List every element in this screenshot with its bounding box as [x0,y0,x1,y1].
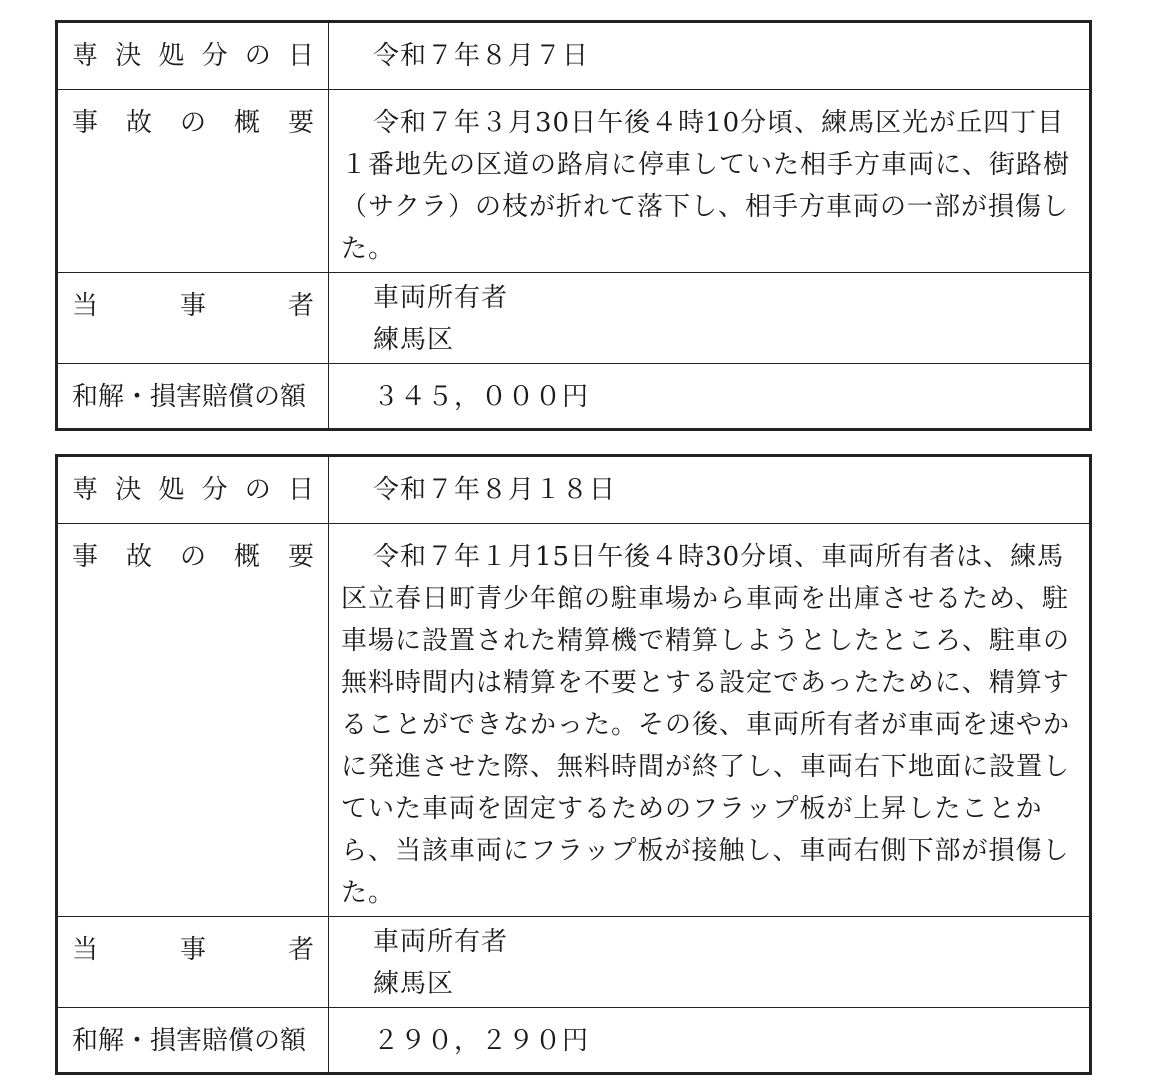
decision-date-label [58,469,328,511]
label-char: の [244,41,271,71]
parties-label-cell [57,917,329,1008]
label-char: 事 [72,542,99,572]
party-item: 車両所有者 [373,283,509,313]
parties-label-cell [57,273,329,364]
amount-value: ３４５，０００円 [373,382,590,412]
party-item: 車両所有者 [373,927,509,957]
summary-label [58,102,328,144]
label-char: 要 [287,542,314,572]
label-char: 処 [158,41,185,71]
amount-row [57,364,1091,430]
amount-value: ２９０，２９０円 [373,1026,590,1056]
decision-date-row [57,456,1091,524]
label-char: 事 [179,935,206,965]
amount-value-cell [329,1008,1091,1074]
label-char: 者 [287,935,314,965]
parties-row [57,917,1091,1008]
party-item: 練馬区 [373,325,455,355]
label-char: 処 [158,475,185,505]
amount-label: 和解・損害賠償の額 [72,1026,307,1056]
label-char: 決 [115,475,142,505]
decision-date-label [58,35,328,77]
label-char: 専 [72,41,99,71]
amount-label-cell [57,1008,329,1074]
label-char: 故 [125,108,152,138]
amount-label-cell [57,364,329,430]
label-char: 日 [287,475,314,505]
label-char: 者 [287,291,314,321]
parties-label [58,929,328,971]
record-table-2 [55,454,1092,1075]
summary-row [57,524,1091,917]
label-char: 当 [72,935,99,965]
label-char: 概 [233,542,260,572]
label-char: の [244,475,271,505]
label-char: 事 [72,108,99,138]
label-char: 日 [287,41,314,71]
parties-row [57,273,1091,364]
parties-value-cell [329,273,1091,364]
decision-date-value-cell [329,22,1091,90]
label-char: 分 [201,41,228,71]
label-char: の [179,108,206,138]
summary-value-cell [329,90,1091,273]
amount-row [57,1008,1091,1074]
decision-date-label-cell [57,22,329,90]
parties-value-cell [329,917,1091,1008]
label-char: 故 [125,542,152,572]
label-char: 概 [233,108,260,138]
label-char: 事 [179,291,206,321]
party-item: 練馬区 [373,969,455,999]
amount-value-cell [329,364,1091,430]
label-char: 決 [115,41,142,71]
summary-text: 令和７年３月30日午後４時10分頃、練馬区光が丘四丁目１番地先の区道の路肩に停車していた相手方車両に、街路樹（サクラ）の枝が折れて落下し、相手方車両の一部が損傷した。 [341,108,1071,264]
decision-date-row [57,22,1091,90]
summary-value-cell [329,524,1091,917]
summary-label-cell [57,90,329,273]
record-table-1 [55,20,1092,431]
summary-label [58,536,328,578]
label-char: 分 [201,475,228,505]
summary-label-cell [57,524,329,917]
decision-date-value-cell [329,456,1091,524]
label-char: 当 [72,291,99,321]
label-char: 専 [72,475,99,505]
decision-date-value: 令和７年８月７日 [373,41,590,71]
decision-date-value: 令和７年８月１８日 [373,475,617,505]
summary-text: 令和７年１月15日午後４時30分頃、車両所有者は、練馬区立春日町青少年館の駐車場から車両を出庫させるため、駐車場に設置された精算機で精算しようとしたところ、駐車の無料時間内は精算を不要とする設定であったために、精算することができなかった。その後、車両所有者が車両を速やかに発進させた際、無料時間が終了し、車両右下地面に設置していた車両を固定するためのフラップ板が上昇したことから、当該車両にフラップ板が接触し、車両右側下部が損傷した。 [341,542,1071,908]
amount-label: 和解・損害賠償の額 [72,382,307,412]
decision-date-label-cell [57,456,329,524]
label-char: の [179,542,206,572]
label-char: 要 [287,108,314,138]
summary-row [57,90,1091,273]
parties-label [58,285,328,327]
